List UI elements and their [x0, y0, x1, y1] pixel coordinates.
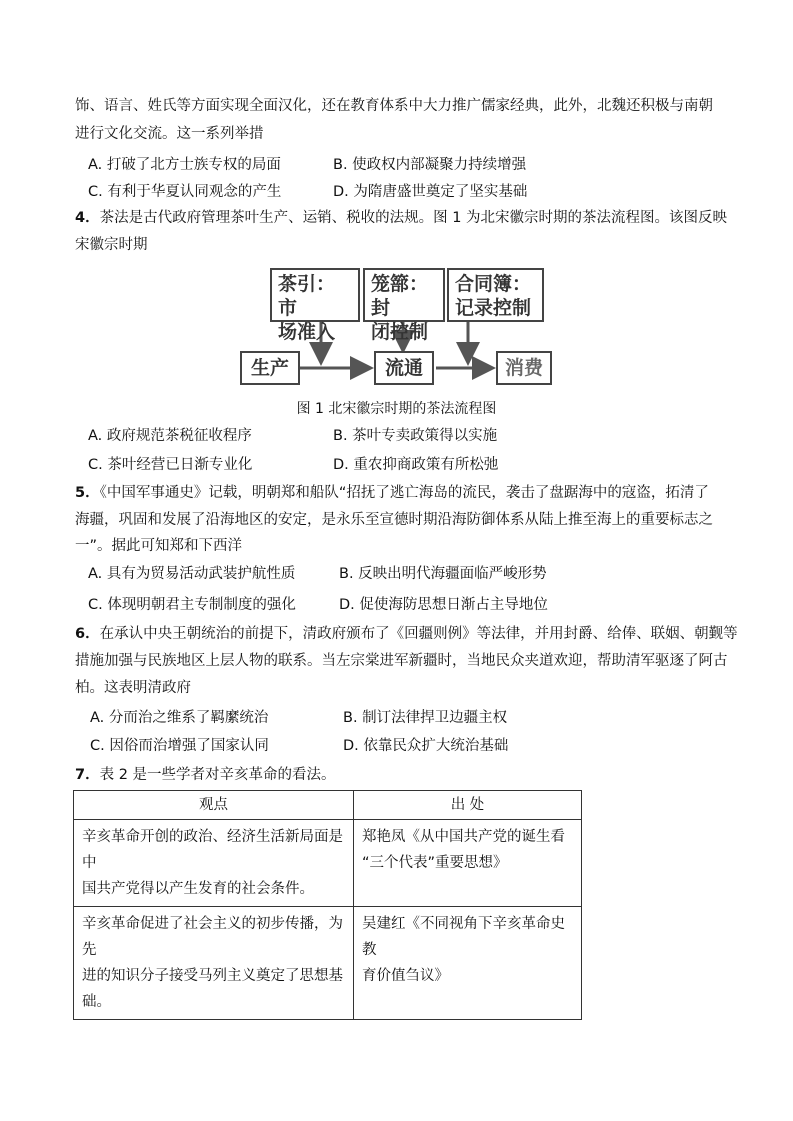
- q4-option-d[interactable]: D. 重农抑商政策有所松弛: [333, 457, 499, 473]
- row-1-source-line-1: 郑艳凤《从中国共产党的诞生看: [362, 829, 565, 845]
- box-contract-ledger: [447, 268, 544, 322]
- row-2-view-line-2: 进的知识分子接受马列主义奠定了思想基: [82, 968, 343, 984]
- box-circulation: 流通: [374, 351, 434, 385]
- q4-stem-line-2: 宋徽宗时期: [75, 237, 148, 253]
- q6-number: 6．: [75, 626, 100, 642]
- box-tea-permit: [270, 268, 360, 343]
- box-tea-permit-line-1: 茶引：市: [278, 273, 336, 319]
- box-tea-permit-line-2: 场准入: [278, 321, 336, 343]
- q4-option-c[interactable]: C. 茶叶经营已日渐专业化: [88, 457, 253, 473]
- q6-stem-text: 在承认中央王朝统治的前提下，清政府颁布了《回疆则例》等法律，并用封爵、给俸、联姻、朝觐等: [99, 626, 738, 642]
- q4-stem-text: 茶法是古代政府管理茶叶生产、运销、税收的法规。图 1 为北宋徽宗时期的茶法流程图。该图反映: [99, 210, 728, 226]
- box-production: 生产: [240, 351, 300, 385]
- q5-option-b[interactable]: B. 反映出明代海疆面临严峻形势: [339, 566, 547, 582]
- figure-1-caption: 图 1 北宋徽宗时期的茶法流程图: [296, 401, 497, 417]
- q3-stem-line-2: 进行文化交流。这一系列举措: [75, 126, 264, 142]
- q3-option-a[interactable]: A. 打破了北方士族专权的局面: [88, 157, 281, 173]
- box-sealed-basket-line-1: 笼篰：封: [371, 273, 429, 319]
- q5-stem-line-3: 一”。据此可知郑和下西洋: [75, 538, 243, 554]
- q4-option-b[interactable]: B. 茶叶专卖政策得以实施: [333, 428, 498, 444]
- q4-number: 4．: [75, 210, 100, 226]
- q6-stem-line-3: 柏。这表明清政府: [75, 680, 191, 696]
- header-view: 观点: [74, 791, 354, 820]
- box-contract-ledger-line-1: 合同簿：: [455, 273, 532, 295]
- q3-option-c[interactable]: C. 有利于华夏认同观念的产生: [88, 184, 282, 200]
- header-source: 出 处: [354, 791, 582, 820]
- table-header-row: [74, 791, 582, 820]
- q7-number: 7．: [75, 767, 100, 783]
- q3-stem-line-1: 饰、语言、姓氏等方面实现全面汉化，还在教育体系中大力推广儒家经典，此外，北魏还积极与南朝: [75, 98, 713, 114]
- box-consumption: 消费: [496, 351, 552, 385]
- q4-option-a[interactable]: A. 政府规范茶税征收程序: [88, 428, 252, 444]
- table-row: [74, 907, 582, 1020]
- row-1-source: [354, 820, 582, 907]
- q6-stem-line-1: [75, 624, 738, 644]
- row-2-view-line-1: 辛亥革命促进了社会主义的初步传播，为先: [82, 916, 343, 958]
- q5-stem-line-2: 海疆，巩固和发展了沿海地区的安定，是永乐至宣德时期沿海防御体系从陆上推至海上的重要标志之: [75, 512, 713, 528]
- table-row: [74, 820, 582, 907]
- row-1-source-line-2: “三个代表”重要思想》: [362, 855, 508, 871]
- q6-option-c[interactable]: C. 因俗而治增强了国家认同: [90, 738, 269, 754]
- q3-option-b[interactable]: B. 使政权内部凝聚力持续增强: [333, 157, 527, 173]
- row-2-source-line-2: 育价值刍议》: [362, 968, 449, 984]
- q5-number: 5．: [75, 485, 100, 501]
- row-2-view-line-3: 础。: [82, 994, 111, 1010]
- box-contract-ledger-line-2: 记录控制: [455, 297, 532, 319]
- table-2-opinions: [73, 790, 582, 1020]
- row-1-view-line-2: 国共产党得以产生发育的社会条件。: [82, 881, 314, 897]
- row-2-source-line-1: 吴建红《不同视角下辛亥革命史教: [362, 916, 565, 958]
- q6-option-b[interactable]: B. 制订法律捍卫边疆主权: [343, 710, 508, 726]
- q7-stem-line: [75, 765, 336, 785]
- q5-stem-line-1: [75, 483, 709, 503]
- q3-option-d[interactable]: D. 为隋唐盛世奠定了坚实基础: [333, 184, 528, 200]
- row-1-view-line-1: 辛亥革命开创的政治、经济生活新局面是中: [82, 829, 343, 871]
- q6-option-d[interactable]: D. 依靠民众扩大统治基础: [343, 738, 509, 754]
- row-1-view: [74, 820, 354, 907]
- q5-stem-text: 《中国军事通史》记载，明朝郑和船队“招抚了逃亡海岛的流民，袭击了盘踞海中的寇盗，拓清了: [99, 485, 709, 501]
- q7-stem-text: 表 2 是一些学者对辛亥革命的看法。: [99, 767, 336, 783]
- q5-option-d[interactable]: D. 促使海防思想日渐占主导地位: [339, 597, 548, 613]
- q6-option-a[interactable]: A. 分而治之维系了羁縻统治: [90, 710, 269, 726]
- row-2-source: [354, 907, 582, 1020]
- q5-option-a[interactable]: A. 具有为贸易活动武装护航性质: [88, 566, 296, 582]
- q5-option-c[interactable]: C. 体现明朝君主专制制度的强化: [88, 597, 296, 613]
- row-2-view: [74, 907, 354, 1020]
- q6-stem-line-2: 措施加强与民族地区上层人物的联系。当左宗棠进军新疆时，当地民众夹道欢迎，帮助清军驱逐了阿古: [75, 653, 728, 669]
- box-sealed-basket-line-2: 闭控制: [371, 321, 429, 343]
- box-sealed-basket: [363, 268, 445, 343]
